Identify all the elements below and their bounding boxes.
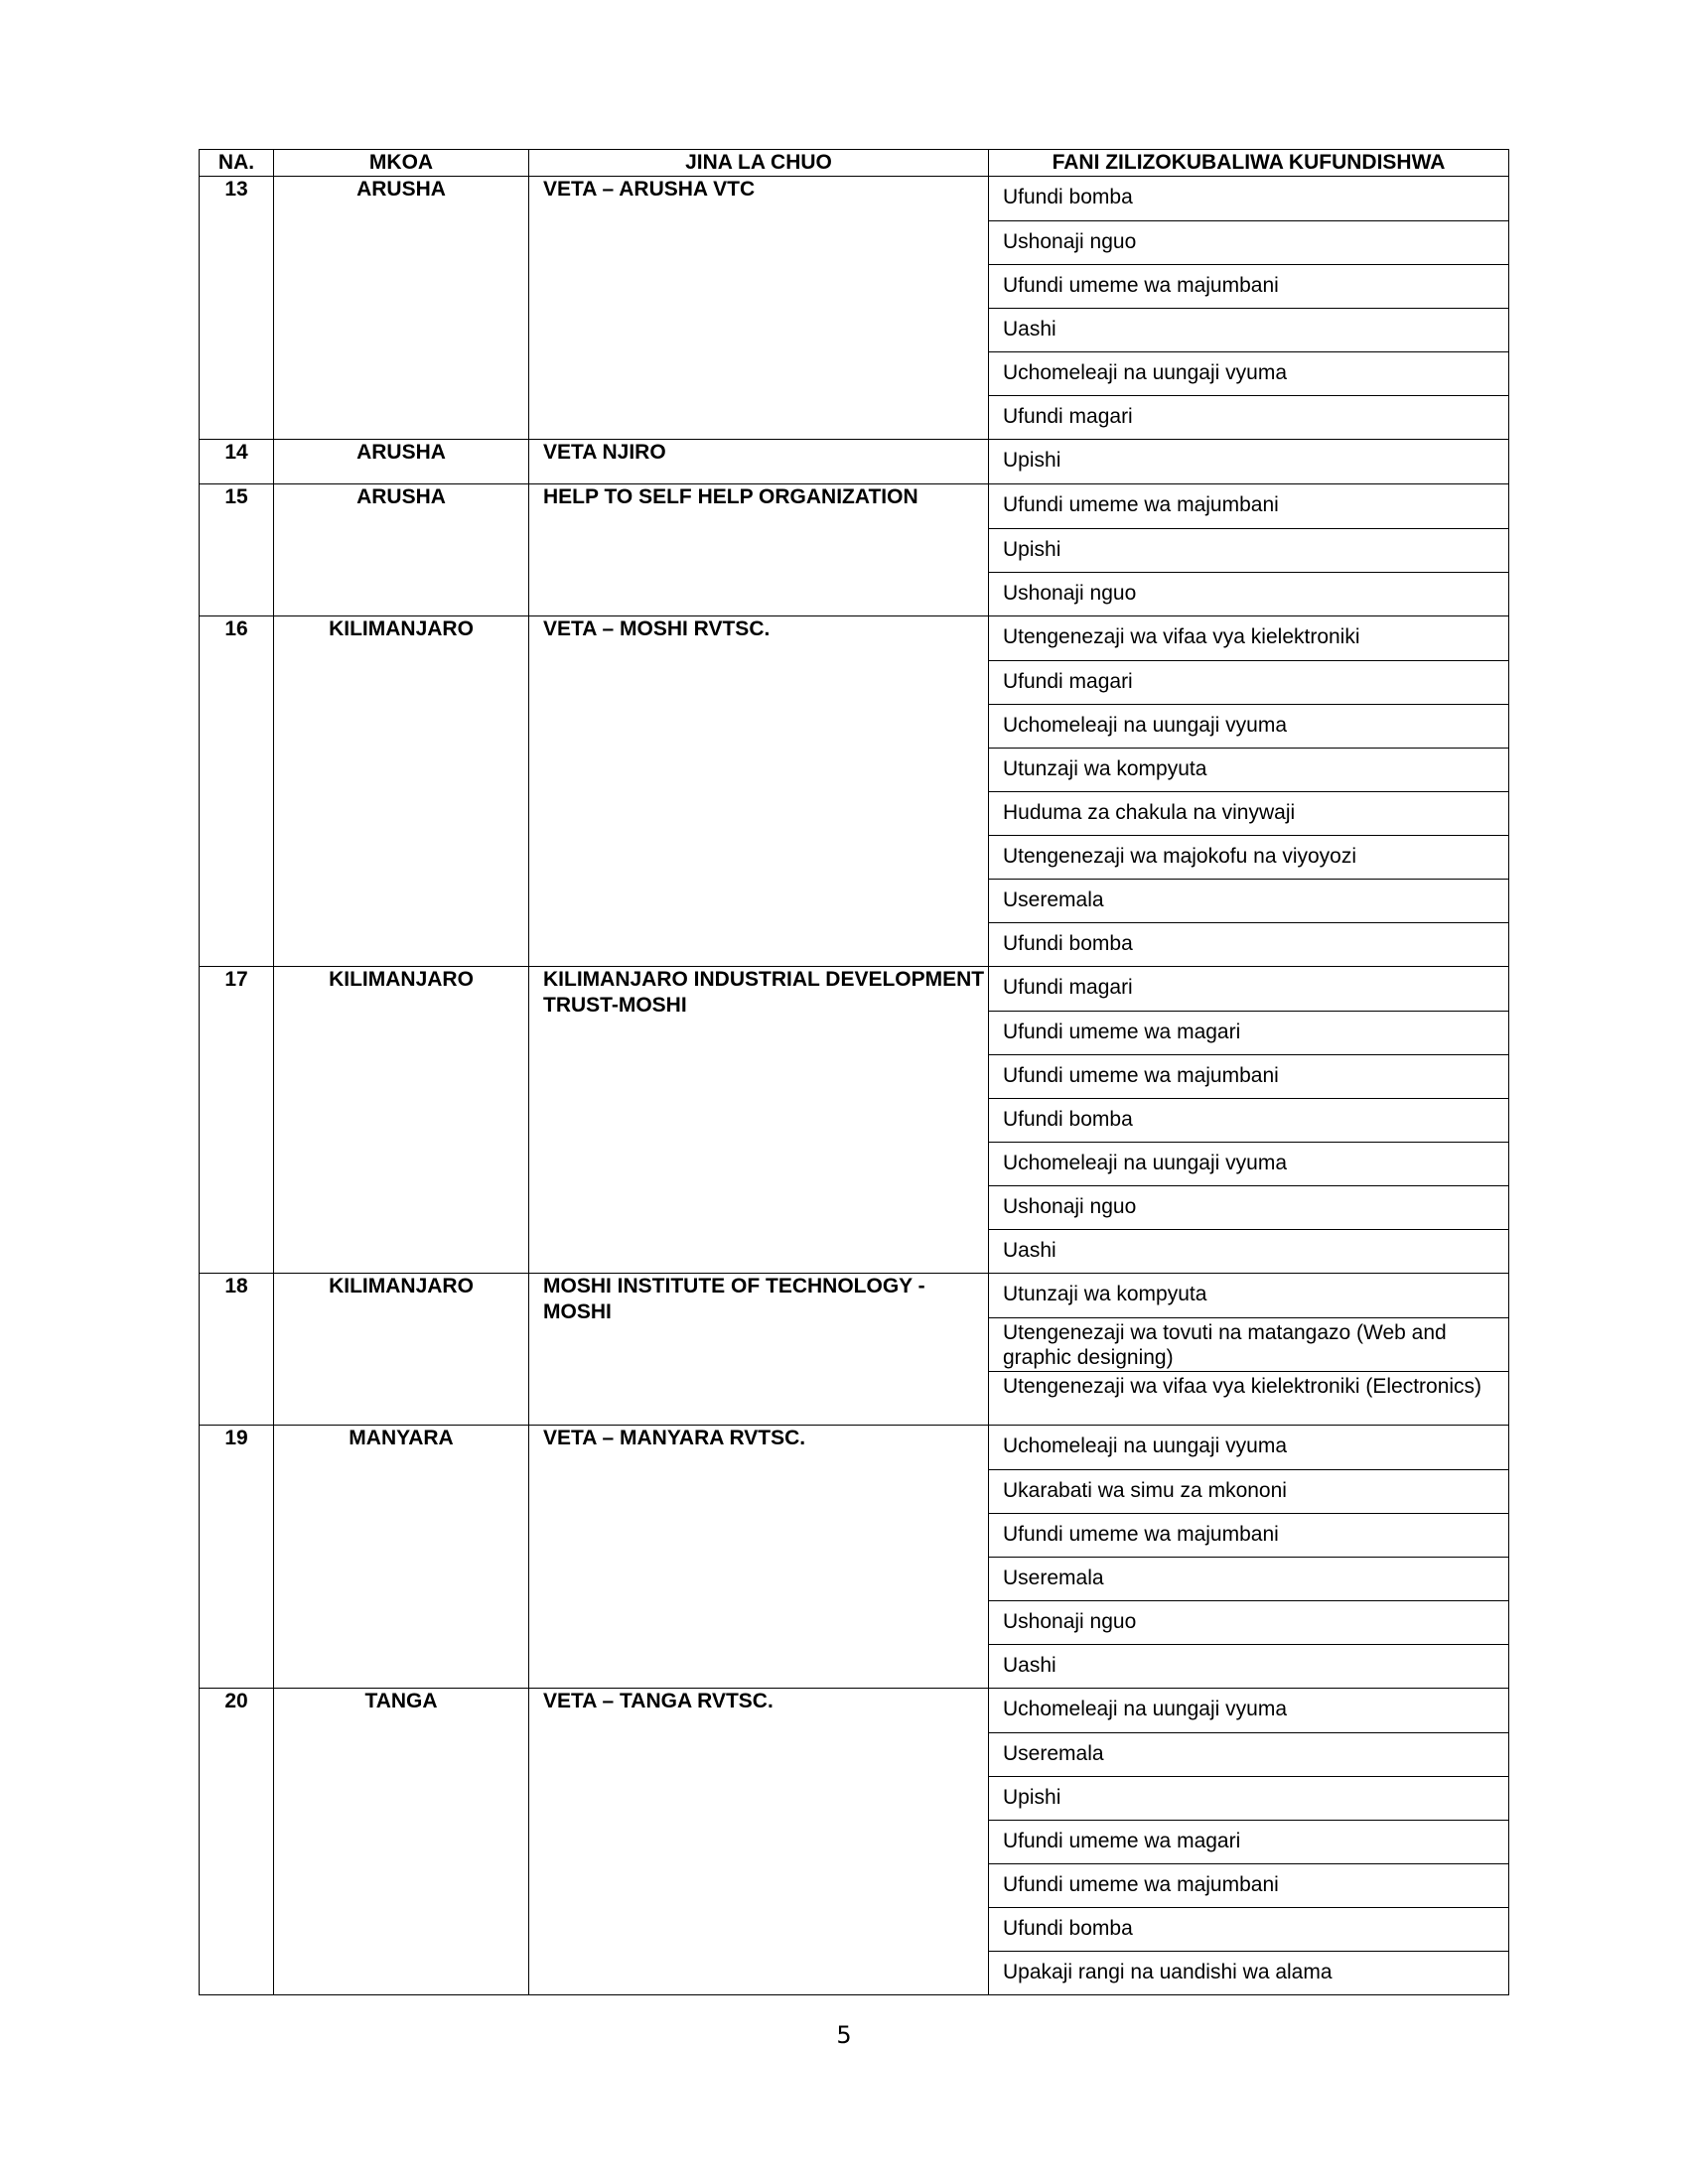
course-item: Ufundi umeme wa magari — [989, 1011, 1508, 1054]
course-item: Ushonaji nguo — [989, 1600, 1508, 1644]
course-item: Utengenezaji wa tovuti na matangazo (Web and graphic designing) — [989, 1317, 1508, 1371]
course-item: Upishi — [989, 528, 1508, 572]
page-number: 5 — [836, 2021, 852, 2049]
course-item: Ufundi umeme wa majumbani — [989, 1513, 1508, 1557]
row-institution: VETA – MOSHI RVTSC. — [529, 616, 989, 967]
course-item: Ushonaji nguo — [989, 1185, 1508, 1229]
course-item: Ukarabati wa simu za mkononi — [989, 1469, 1508, 1513]
row-institution: VETA – ARUSHA VTC — [529, 177, 989, 440]
row-institution: VETA – TANGA RVTSC. — [529, 1689, 989, 1995]
course-item: Ufundi umeme wa majumbani — [1003, 493, 1279, 516]
course-item: Uchomeleaji na uungaji vyuma — [989, 351, 1508, 395]
institutions-table — [199, 149, 1509, 1995]
row-region: TANGA — [274, 1689, 529, 1995]
course-item: Upishi — [1003, 449, 1061, 472]
row-number: 15 — [200, 484, 274, 616]
table-row — [200, 967, 1509, 1274]
row-number: 13 — [200, 177, 274, 440]
course-item: Upakaji rangi na uandishi wa alama — [989, 1951, 1508, 1994]
course-item: Useremala — [989, 879, 1508, 922]
row-region: KILIMANJARO — [274, 967, 529, 1274]
table-row — [200, 484, 1509, 616]
row-region: ARUSHA — [274, 440, 529, 484]
row-institution: VETA – MANYARA RVTSC. — [529, 1426, 989, 1689]
row-number: 20 — [200, 1689, 274, 1995]
course-item: Uashi — [989, 1644, 1508, 1688]
course-item: Ufundi bomba — [989, 1907, 1508, 1951]
row-institution: MOSHI INSTITUTE OF TECHNOLOGY - MOSHI — [529, 1274, 989, 1426]
course-item: Utengenezaji wa vifaa vya kielektroniki (Electronics) — [989, 1371, 1508, 1425]
row-institution: KILIMANJARO INDUSTRIAL DEVELOPMENT TRUST-MOSHI — [529, 967, 989, 1274]
table-row — [200, 177, 1509, 440]
course-item: Ufundi umeme wa majumbani — [989, 1054, 1508, 1098]
course-item: Ufundi bomba — [989, 1098, 1508, 1142]
row-number: 14 — [200, 440, 274, 484]
row-courses — [989, 1274, 1509, 1426]
table-row — [200, 440, 1509, 484]
table-row — [200, 1689, 1509, 1995]
header-no: NA. — [200, 150, 274, 177]
row-courses — [989, 1426, 1509, 1689]
row-courses — [989, 967, 1509, 1274]
row-number: 19 — [200, 1426, 274, 1689]
course-item: Ufundi magari — [1003, 976, 1133, 999]
course-item: Upishi — [989, 1776, 1508, 1820]
course-item: Ufundi umeme wa majumbani — [989, 1863, 1508, 1907]
course-item: Huduma za chakula na vinywaji — [989, 791, 1508, 835]
row-number: 16 — [200, 616, 274, 967]
row-courses — [989, 616, 1509, 967]
course-item: Ufundi magari — [989, 660, 1508, 704]
header-region: MKOA — [274, 150, 529, 177]
row-region: MANYARA — [274, 1426, 529, 1689]
course-item: Uchomeleaji na uungaji vyuma — [989, 1142, 1508, 1185]
course-item: Uashi — [989, 308, 1508, 351]
header-institution: JINA LA CHUO — [529, 150, 989, 177]
course-item: Uchomeleaji na uungaji vyuma — [1003, 1698, 1287, 1720]
course-item: Ushonaji nguo — [989, 572, 1508, 615]
course-item: Ufundi bomba — [1003, 186, 1133, 208]
course-item: Uchomeleaji na uungaji vyuma — [989, 704, 1508, 748]
course-item: Ufundi magari — [989, 395, 1508, 439]
row-institution: HELP TO SELF HELP ORGANIZATION — [529, 484, 989, 616]
header-row — [200, 150, 1509, 177]
row-courses — [989, 1689, 1509, 1995]
row-number: 18 — [200, 1274, 274, 1426]
course-item: Uashi — [989, 1229, 1508, 1273]
row-courses — [989, 440, 1509, 484]
course-item: Ufundi umeme wa magari — [989, 1820, 1508, 1863]
row-courses — [989, 177, 1509, 440]
row-region: ARUSHA — [274, 177, 529, 440]
row-region: KILIMANJARO — [274, 1274, 529, 1426]
course-item: Utunzaji wa kompyuta — [1003, 1283, 1207, 1305]
course-item: Utengenezaji wa vifaa vya kielektroniki — [1003, 625, 1360, 648]
row-institution: VETA NJIRO — [529, 440, 989, 484]
header-courses: FANI ZILIZOKUBALIWA KUFUNDISHWA — [989, 150, 1509, 177]
row-courses — [989, 484, 1509, 616]
table-row — [200, 1274, 1509, 1426]
course-item: Useremala — [989, 1557, 1508, 1600]
course-item: Uchomeleaji na uungaji vyuma — [1003, 1434, 1287, 1457]
table-row — [200, 1426, 1509, 1689]
row-region: KILIMANJARO — [274, 616, 529, 967]
course-item: Ufundi umeme wa majumbani — [989, 264, 1508, 308]
row-number: 17 — [200, 967, 274, 1274]
course-item: Ushonaji nguo — [989, 220, 1508, 264]
course-item: Utengenezaji wa majokofu na viyoyozi — [989, 835, 1508, 879]
course-item: Ufundi bomba — [989, 922, 1508, 966]
row-region: ARUSHA — [274, 484, 529, 616]
table-row — [200, 616, 1509, 967]
course-item: Utunzaji wa kompyuta — [989, 748, 1508, 791]
course-item: Useremala — [989, 1732, 1508, 1776]
